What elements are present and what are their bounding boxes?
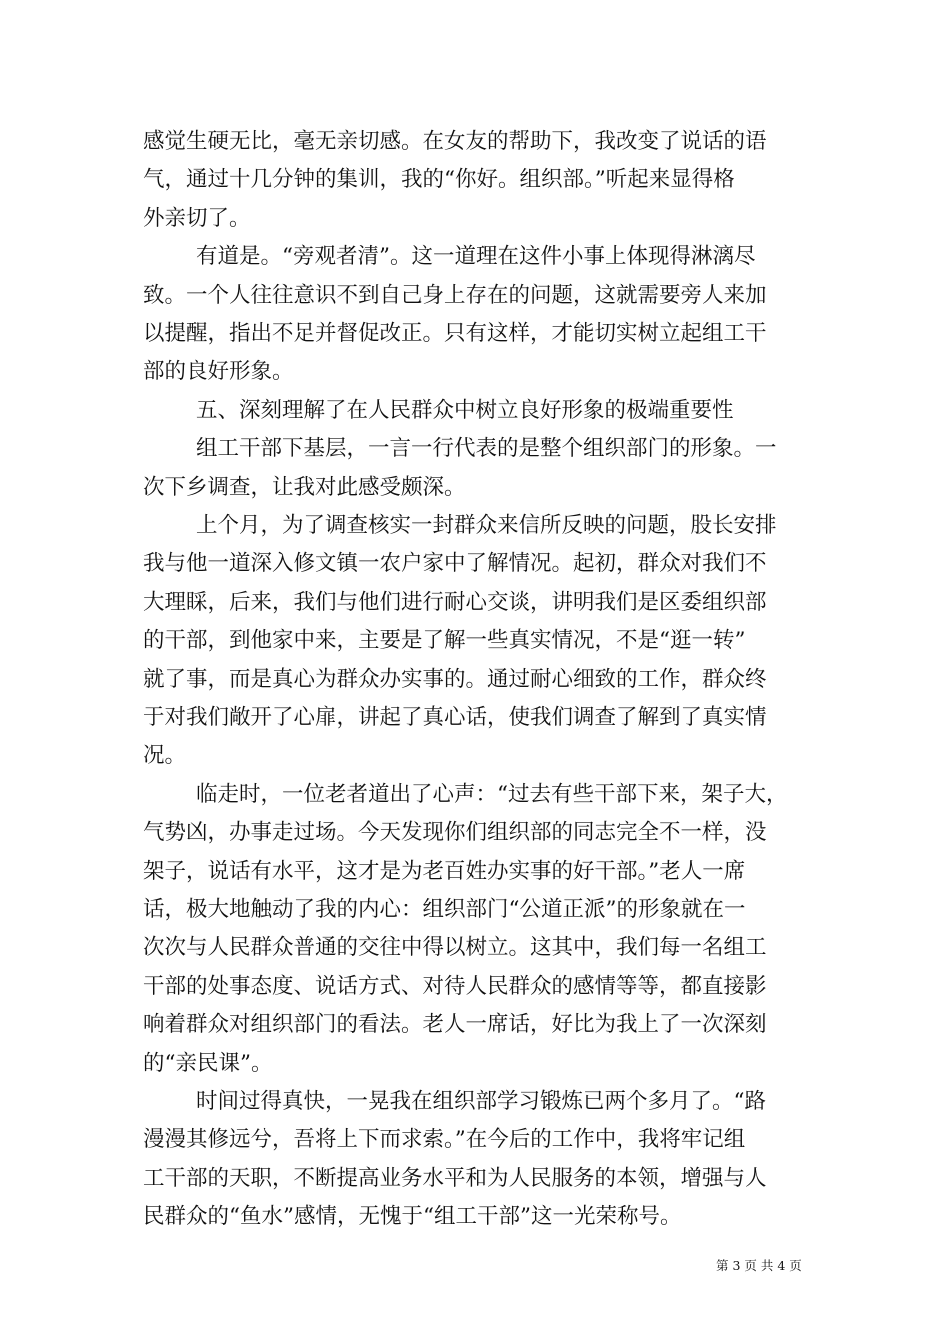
- text-line: 话，极大地触动了我的内心：组织部门“公道正派”的形象就在一: [143, 897, 746, 922]
- text-line: 组工干部下基层，一言一行代表的是整个组织部门的形象。一: [196, 436, 777, 462]
- text-line: 次下乡调查，让我对此感受颇深。: [143, 474, 466, 500]
- text-line: 架子，说话有水平，这才是为老百姓办实事的好干部。”老人一席: [143, 858, 746, 884]
- text-line: 上个月，为了调查核实一封群众来信所反映的问题，股长安排: [196, 513, 777, 538]
- text-line: 致。一个人往往意识不到自己身上存在的问题，这就需要旁人来加: [143, 282, 767, 308]
- text-line: 五、深刻理解了在人民群众中树立良好形象的极端重要性: [196, 397, 734, 423]
- text-line: 干部的处事态度、说话方式、对待人民群众的感情等等，都直接影: [143, 973, 767, 999]
- text-line: 就了事，而是真心为群众办实事的。通过耐心细致的工作，群众终: [143, 666, 767, 692]
- text-line: 气势凶，办事走过场。今天发现你们组织部的同志完全不一样，没: [143, 820, 767, 846]
- text-line: 我与他一道深入修文镇一农户家中了解情况。起初，群众对我们不: [143, 551, 767, 577]
- page-number-footer: 第 3 页 共 4 页: [716, 1258, 802, 1273]
- text-line: 外亲切了。: [143, 205, 251, 231]
- text-line: 大理睬，后来，我们与他们进行耐心交谈，讲明我们是区委组织部: [143, 589, 767, 615]
- text-line: 民群众的“鱼水”感情，无愧于“组工干部”这一光荣称号。: [143, 1204, 682, 1230]
- text-line: 有道是。“旁观者清”。这一道理在这件小事上体现得淋漓尽: [196, 244, 756, 270]
- text-line: 感觉生硬无比，毫无亲切感。在女友的帮助下，我改变了说话的语: [143, 129, 767, 154]
- text-line: 漫漫其修远兮，吾将上下而求索。”在今后的工作中，我将牢记组: [143, 1127, 746, 1153]
- text-line: 临走时，一位老者道出了心声：“过去有些干部下来，架子大，: [196, 781, 788, 807]
- text-line: 气，通过十几分钟的集训，我的“你好。组织部。”听起来显得格: [143, 167, 735, 193]
- text-line: 响着群众对组织部门的看法。老人一席话，好比为我上了一次深刻: [143, 1012, 767, 1038]
- text-line: 时间过得真快，一晃我在组织部学习锻炼已两个多月了。“路: [196, 1089, 766, 1114]
- text-line: 于对我们敞开了心扉，讲起了真心话，使我们调查了解到了真实情: [143, 705, 767, 730]
- text-line: 次次与人民群众普通的交往中得以树立。这其中，我们每一名组工: [143, 935, 767, 961]
- text-line: 况。: [143, 743, 187, 769]
- text-line: 的干部，到他家中来，主要是了解一些真实情况，不是“逛一转”: [143, 628, 746, 654]
- text-line: 部的良好形象。: [143, 359, 294, 385]
- text-line: 的“亲民课”。: [143, 1050, 273, 1076]
- text-line: 工干部的天职，不断提高业务水平和为人民服务的本领，增强与人: [143, 1165, 767, 1191]
- text-line: 以提醒，指出不足并督促改正。只有这样，才能切实树立起组工干: [143, 321, 767, 346]
